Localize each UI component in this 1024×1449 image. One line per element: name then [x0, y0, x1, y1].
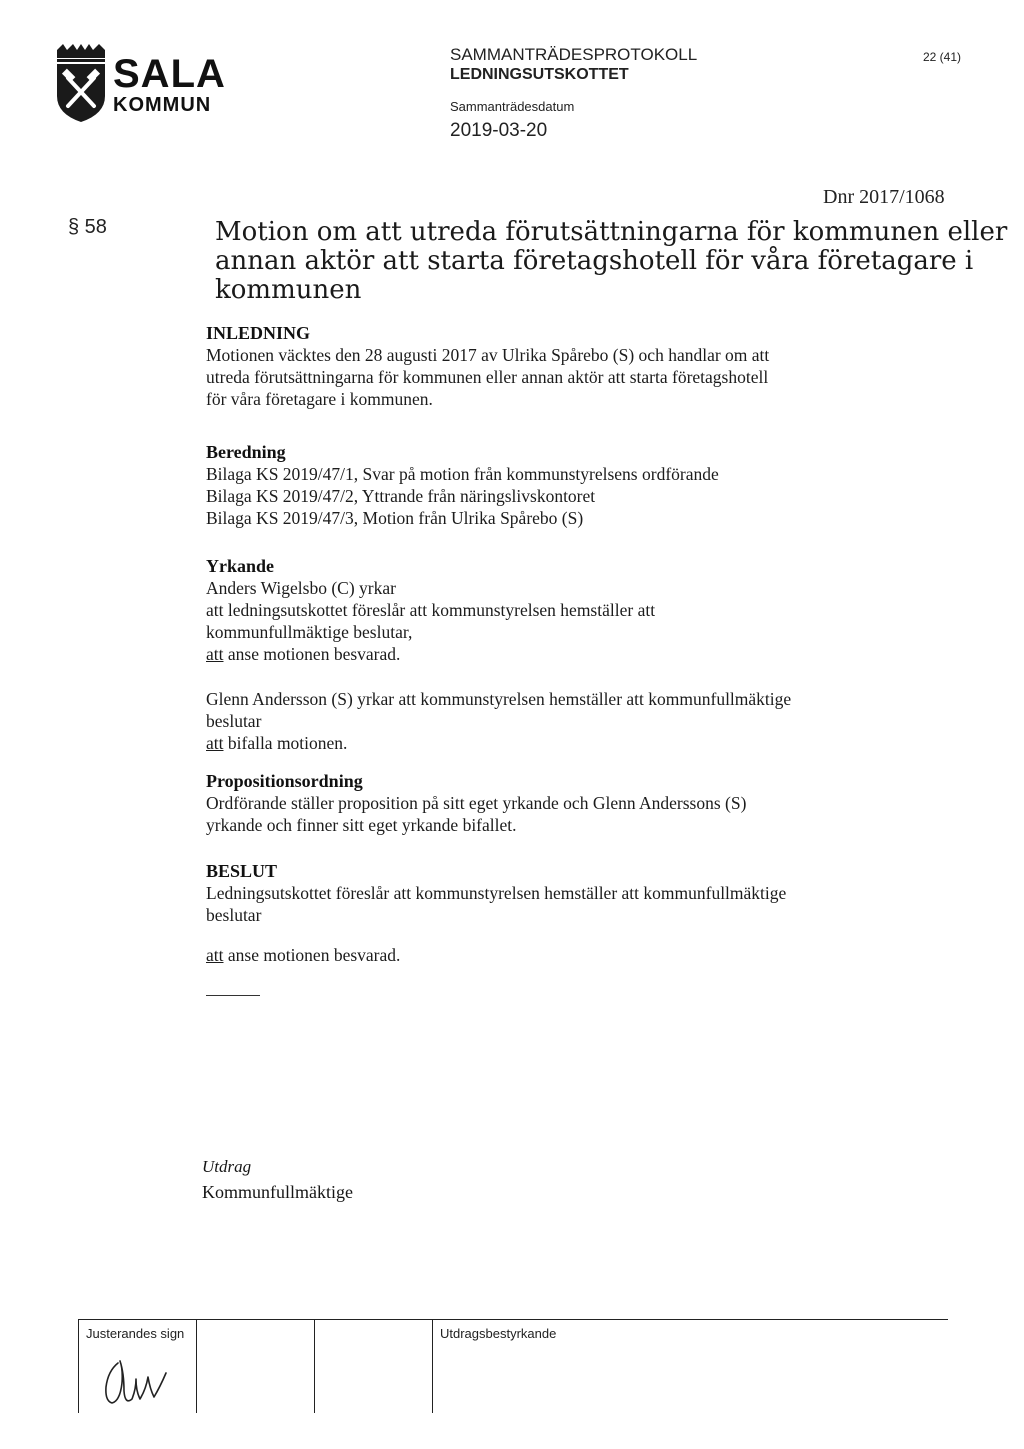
text-fragment: anse motionen besvarad.	[223, 644, 401, 664]
case-title	[215, 217, 1008, 305]
table-divider	[314, 1319, 315, 1413]
text-line: Anders Wigelsbo (C) yrkar	[206, 578, 396, 598]
att-underlined: att	[206, 644, 224, 664]
section-heading: Propositionsordning	[206, 771, 363, 791]
utdragsbestyrkande-label: Utdragsbestyrkande	[440, 1326, 557, 1341]
table-divider	[78, 1319, 79, 1413]
section-end-divider	[206, 995, 260, 996]
text-fragment: bifalla motionen.	[223, 733, 348, 753]
logo-name: SALA	[113, 52, 226, 96]
table-divider	[432, 1319, 433, 1413]
att-underlined: att	[206, 733, 224, 753]
table-divider	[196, 1319, 197, 1413]
municipal-emblem-icon	[55, 44, 107, 122]
text-line: kommunfullmäktige beslutar,	[206, 622, 413, 642]
section-yrkande	[206, 555, 926, 665]
utdrag-recipient: Kommunfullmäktige	[202, 1182, 353, 1202]
section-beredning	[206, 441, 926, 529]
paragraph-number: § 58	[68, 216, 107, 238]
justerandes-sign-label: Justerandes sign	[86, 1326, 185, 1341]
text-line	[206, 643, 926, 665]
section-propositionsordning	[206, 770, 926, 836]
document-type: SAMMANTRÄDESPROTOKOLL	[450, 45, 698, 64]
utdrag-label: Utdrag	[202, 1157, 252, 1176]
section-inledning	[206, 322, 926, 410]
section-heading: Yrkande	[206, 556, 275, 576]
attachment-line: Bilaga KS 2019/47/3, Motion från Ulrika Spårebo (S)	[206, 508, 584, 528]
att-underlined: att	[206, 945, 224, 965]
committee-name: LEDNINGSUTSKOTTET	[450, 66, 629, 83]
text-line	[206, 944, 926, 966]
section-beslut	[206, 860, 926, 926]
page-number: 22 (41)	[923, 50, 962, 64]
text-line	[206, 732, 926, 754]
text-line: Ordförande ställer proposition på sitt eget yrkande och Glenn Anderssons (S)	[206, 793, 747, 813]
handwritten-signature	[96, 1343, 176, 1411]
text-line: Motionen väcktes den 28 augusti 2017 av Ulrika Spårebo (S) och handlar om att	[206, 345, 770, 365]
signature-table	[78, 1319, 948, 1413]
meeting-date: 2019-03-20	[450, 120, 548, 141]
beslut-att	[206, 944, 926, 966]
text-fragment: anse motionen besvarad.	[223, 945, 401, 965]
text-line: att ledningsutskottet föreslår att kommunstyrelsen hemställer att	[206, 600, 656, 620]
text-line: för våra företagare i kommunen.	[206, 389, 433, 409]
glenn-yrkande	[206, 688, 926, 754]
section-heading: BESLUT	[206, 861, 278, 881]
title-line: kommunen	[215, 275, 362, 305]
section-heading: Beredning	[206, 442, 286, 462]
logo-subtitle: KOMMUN	[113, 94, 212, 116]
meeting-date-label: Sammanträdesdatum	[450, 99, 575, 114]
text-line: beslutar	[206, 905, 262, 925]
text-line: yrkande och finner sitt eget yrkande bifallet.	[206, 815, 517, 835]
title-line: Motion om att utreda förutsättningarna för kommunen eller	[215, 217, 1008, 247]
text-line: beslutar	[206, 711, 262, 731]
attachment-line: Bilaga KS 2019/47/2, Yttrande från näringslivskontoret	[206, 486, 596, 506]
text-line: Glenn Andersson (S) yrkar att kommunstyrelsen hemställer att kommunfullmäktige	[206, 689, 792, 709]
text-line: utreda förutsättningarna för kommunen eller annan aktör att starta företagshotell	[206, 367, 769, 387]
case-number: Dnr 2017/1068	[823, 186, 945, 208]
table-top-border	[78, 1319, 948, 1320]
attachment-line: Bilaga KS 2019/47/1, Svar på motion från kommunstyrelsens ordförande	[206, 464, 719, 484]
section-heading: INLEDNING	[206, 323, 311, 343]
title-line: annan aktör att starta företagshotell för våra företagare i	[215, 246, 974, 276]
text-line: Ledningsutskottet föreslår att kommunstyrelsen hemställer att kommunfullmäktige	[206, 883, 787, 903]
